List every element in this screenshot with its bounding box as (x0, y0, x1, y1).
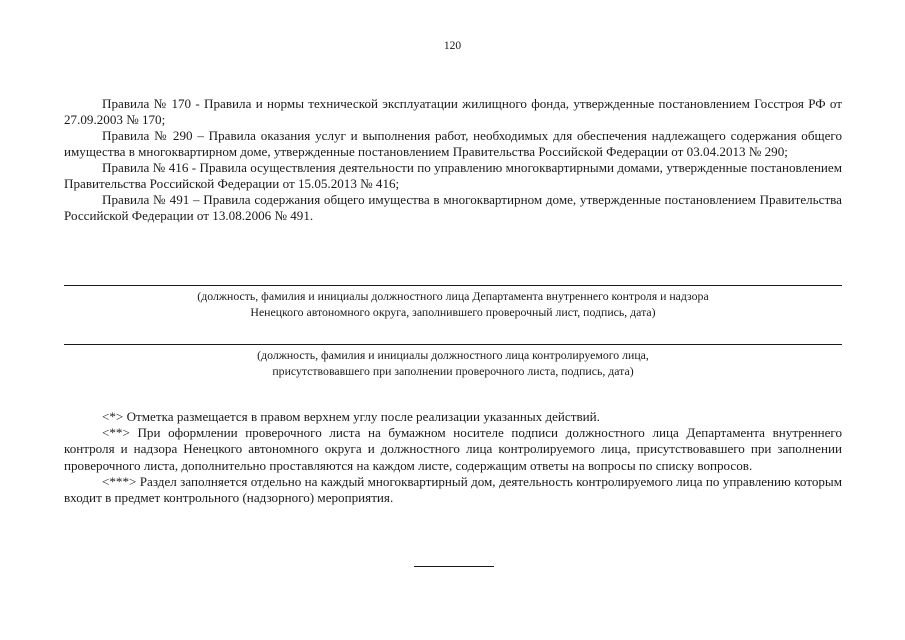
inspector-signature-caption (64, 288, 842, 320)
end-divider (414, 566, 494, 567)
rule-170: Правила № 170 - Правила и нормы технической эксплуатации жилищного фонда, утвержденные постановлением Госстроя РФ от 27.09.2003 № 170; (64, 96, 842, 127)
rule-491: Правила № 491 – Правила содержания общего имущества в многоквартирном доме, утвержденные постановлением Правительства Российской Федерации от 13.08.2006 № 491. (64, 192, 842, 223)
inspector-signature-line (64, 285, 842, 286)
controlled-person-signature-line (64, 344, 842, 345)
footnote-1: <*> Отметка размещается в правом верхнем углу после реализации указанных действий. (102, 409, 600, 424)
footnotes (64, 409, 842, 506)
controlled-caption-line-2: присутствовавшего при заполнении проверочного листа, подпись, дата) (272, 364, 634, 378)
rules-list (64, 96, 842, 224)
footnote-2: <**> При оформлении проверочного листа на бумажном носителе подписи должностного лица Департамента внутреннего контроля и надзора Ненецкого автономного округа и должностного лица контролируемого лица, присутствовавшего при заполнении проверочного листа, дополнительно проставляются на каждом листе, содержащим ответы на вопросы по списку вопросов. (64, 425, 842, 473)
inspector-caption-line-1: (должность, фамилия и инициалы должностного лица Департамента внутреннего контроля и надзора (197, 289, 709, 303)
controlled-person-signature-caption (64, 347, 842, 379)
inspector-caption-line-2: Ненецкого автономного округа, заполнившего проверочный лист, подпись, дата) (250, 305, 656, 319)
footnote-3: <***> Раздел заполняется отдельно на каждый многоквартирный дом, деятельность контролируемого лица по управлению которым входит в предмет контрольного (надзорного) мероприятия. (64, 473, 842, 506)
page-number: 120 (443, 40, 462, 52)
controlled-caption-line-1: (должность, фамилия и инициалы должностного лица контролируемого лица, (257, 348, 649, 362)
rule-290: Правила № 290 – Правила оказания услуг и выполнения работ, необходимых для обеспечения надлежащего содержания общего имущества в многоквартирном доме, утвержденные постановлением Правительства Российской Федерации от 03.04.2013 № 290; (64, 128, 842, 159)
rule-416: Правила № 416 - Правила осуществления деятельности по управлению многоквартирными домами, утвержденные постановлением Правительства Российской Федерации от 15.05.2013 № 416; (64, 160, 842, 191)
